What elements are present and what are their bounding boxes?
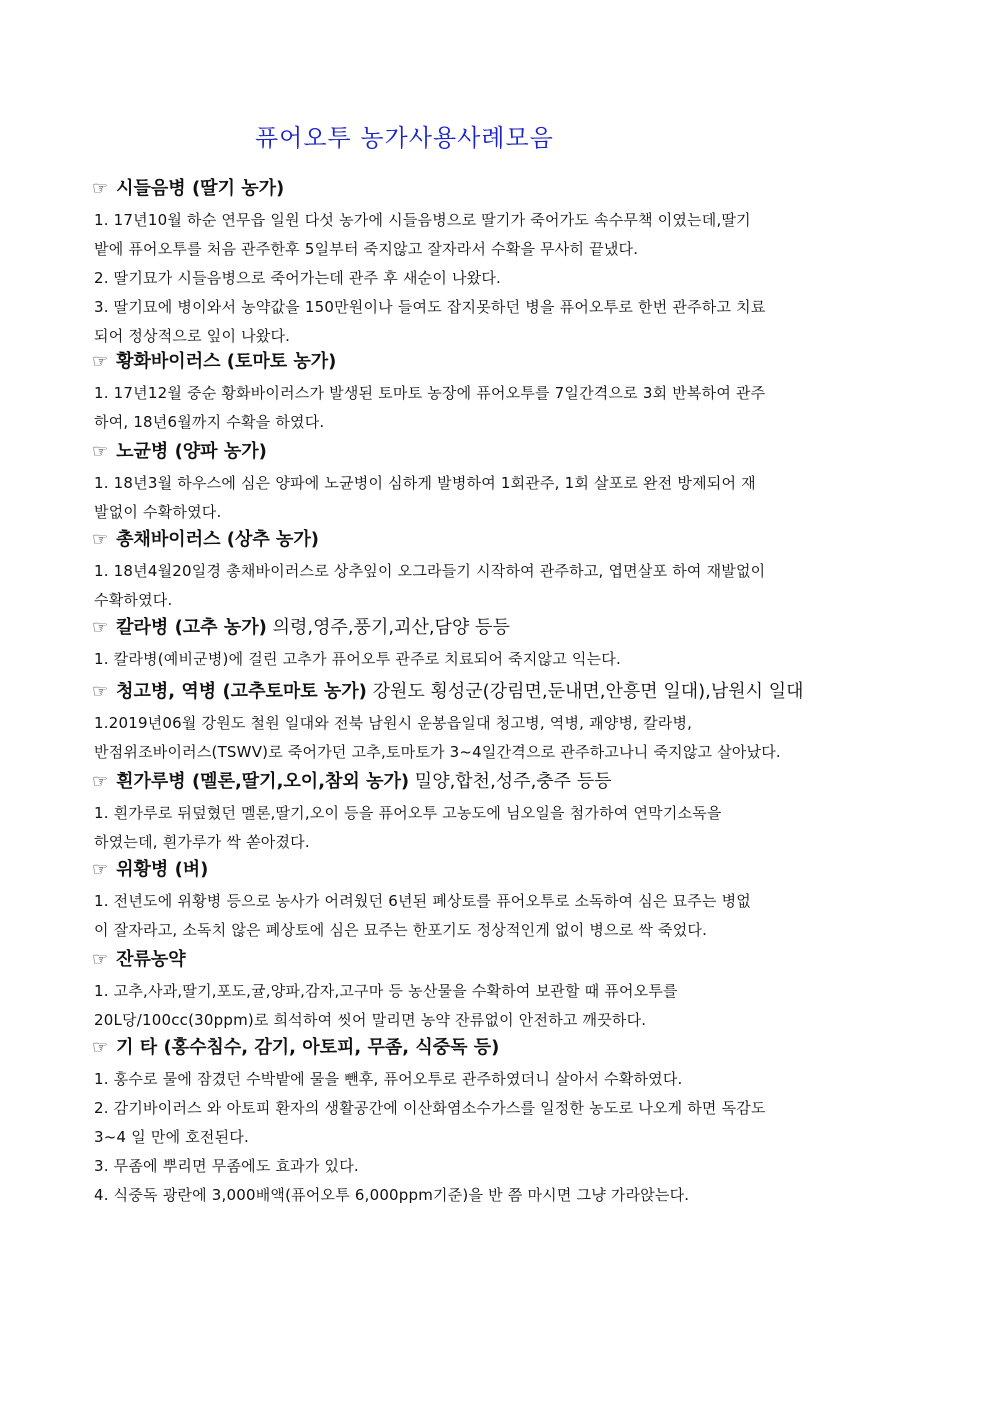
section-heading: [92, 858, 208, 882]
pointing-hand-icon: ☞: [92, 859, 109, 880]
section-line: 2. 딸기묘가 시들음병으로 죽어가는데 관주 후 새순이 나왔다.: [94, 269, 502, 287]
page-title: 퓨어오투 농가사용사례모음: [255, 124, 554, 152]
pointing-hand-icon: ☞: [92, 441, 109, 462]
pointing-hand-icon: ☞: [92, 949, 109, 970]
pointing-hand-icon: ☞: [92, 617, 109, 638]
section-heading: [92, 770, 612, 794]
section-heading-text: 총채바이러스 (상추 농가): [116, 529, 320, 550]
section-heading: [92, 948, 186, 972]
section-region: 강원도 횡성군(강림면,둔내면,안흥면 일대),남원시 일대: [366, 681, 804, 702]
section-line: 1. 17년10월 하순 연무읍 일원 다섯 농가에 시들음병으로 딸기가 죽어가도 속수무책 이였는데,딸기: [94, 211, 751, 229]
section-line: 2. 감기바이러스 와 아토피 환자의 생활공간에 이산화염소수가스를 일정한 농도로 나오게 하면 독감도: [94, 1099, 766, 1117]
section-line: 1. 전년도에 위황병 등으로 농사가 어려웠던 6년된 폐상토를 퓨어오투로 소독하여 심은 묘주는 병없: [94, 892, 751, 910]
section-heading-text: 청고병, 역병 (고추토마토 농가): [116, 681, 367, 702]
section-heading-text: 황화바이러스 (토마토 농가): [116, 351, 337, 372]
section-line: 1.2019년06월 강원도 철원 일대와 전북 남원시 운봉읍일대 청고병, 역병, 괘양병, 칼라병,: [94, 714, 693, 732]
section-line: 1. 17년12월 중순 황화바이러스가 발생된 토마토 농장에 퓨어오투를 7일간격으로 3회 반복하여 관주: [94, 384, 766, 402]
section-line: 반점위조바이러스(TSWV)로 죽어가던 고추,토마토가 3~4일간격으로 관주하고나니 죽지않고 살아났다.: [94, 743, 781, 761]
section-line: 하였는데, 흰가루가 싹 쏟아졌다.: [94, 833, 310, 851]
section-region: 의령,영주,풍기,괴산,담양 등등: [266, 617, 510, 638]
section-line: 되어 정상적으로 잎이 나왔다.: [94, 327, 291, 345]
pointing-hand-icon: ☞: [92, 771, 109, 792]
pointing-hand-icon: ☞: [92, 351, 109, 372]
section-heading: [92, 177, 284, 201]
pointing-hand-icon: ☞: [92, 681, 109, 702]
section-heading: [92, 528, 319, 552]
section-line: 1. 18년4월20일경 총채바이러스로 상추잎이 오그라들기 시작하여 관주하고, 엽면살포 하여 재발없이: [94, 562, 766, 580]
section-line: 수확하였다.: [94, 591, 173, 609]
section-line: 3. 딸기묘에 병이와서 농약값을 150만원이나 들여도 잡지못하던 병을 퓨어오투로 한번 관주하고 치료: [94, 298, 766, 316]
section-heading: [92, 350, 336, 374]
section-line: 밭에 퓨어오투를 처음 관주한후 5일부터 죽지않고 잘자라서 수확을 무사히 끝냈다.: [94, 240, 639, 258]
section-line: 이 잘자라고, 소독치 않은 폐상토에 심은 묘주는 한포기도 정상적인게 없이 병으로 싹 죽었다.: [94, 921, 708, 939]
section-heading-text: 잔류농약: [116, 949, 186, 970]
section-line: 1. 고추,사과,딸기,포도,귤,양파,감자,고구마 등 농산물을 수확하여 보관할 때 퓨어오투를: [94, 982, 678, 1000]
section-heading: [92, 680, 804, 704]
section-heading-text: 흰가루병 (멜론,딸기,오이,참외 농가): [116, 771, 410, 792]
section-heading-text: 노균병 (양파 농가): [116, 441, 267, 462]
section-line: 하여, 18년6월까지 수확을 하였다.: [94, 413, 325, 431]
section-heading: [92, 1036, 499, 1060]
section-heading-text: 칼라병 (고추 농가): [116, 617, 267, 638]
section-line: 1. 홍수로 물에 잠겼던 수박밭에 물을 뺀후, 퓨어오투로 관주하였더니 살아서 수확하였다.: [94, 1070, 683, 1088]
section-line: 3. 무좀에 뿌리면 무좀에도 효과가 있다.: [94, 1157, 359, 1175]
section-heading: [92, 440, 267, 464]
pointing-hand-icon: ☞: [92, 529, 109, 550]
section-heading-text: 기 타 (홍수침수, 감기, 아토피, 무좀, 식중독 등): [116, 1037, 500, 1058]
section-line: 발없이 수확하였다.: [94, 503, 222, 521]
pointing-hand-icon: ☞: [92, 178, 109, 199]
section-line: 20L당/100cc(30ppm)로 희석하여 씻어 말리면 농약 잔류없이 안전하고 깨끗하다.: [94, 1011, 647, 1029]
section-line: 3~4 일 만에 호전된다.: [94, 1128, 249, 1146]
section-line: 4. 식중독 광란에 3,000배액(퓨어오투 6,000ppm기준)을 반 쯤 마시면 그냥 가라앉는다.: [94, 1186, 690, 1204]
section-region: 밀양,합천,성주,충주 등등: [409, 771, 612, 792]
section-line: 1. 흰가루로 뒤덮혔던 멜론,딸기,오이 등을 퓨어오투 고농도에 님오일을 첨가하여 연막기소독을: [94, 804, 722, 822]
section-line: 1. 18년3월 하우스에 심은 양파에 노균병이 심하게 발병하여 1회관주, 1회 살포로 완전 방제되어 재: [94, 474, 756, 492]
section-heading: [92, 616, 510, 640]
section-line: 1. 칼라병(예비군병)에 걸린 고추가 퓨어오투 관주로 치료되어 죽지않고 익는다.: [94, 650, 621, 668]
section-heading-text: 시들음병 (딸기 농가): [116, 178, 285, 199]
pointing-hand-icon: ☞: [92, 1037, 109, 1058]
section-heading-text: 위황병 (벼): [116, 859, 209, 880]
